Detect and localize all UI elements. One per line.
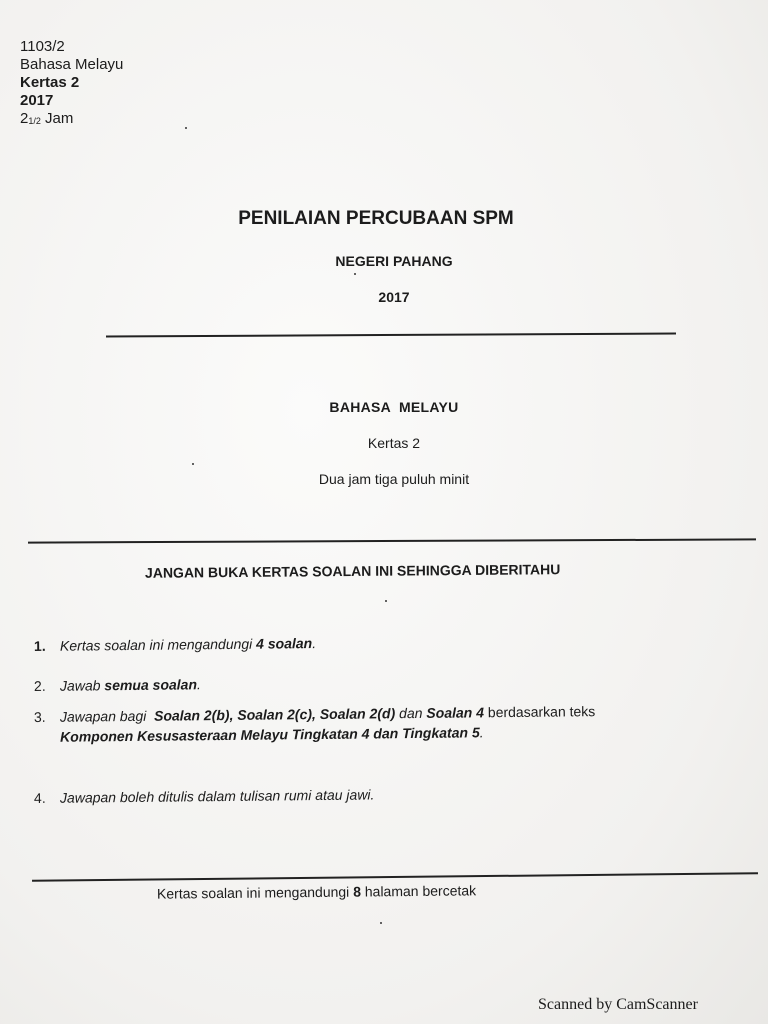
instruction-4: 4. Jawapan boleh ditulis dalam tulisan rumi atau jawi. (33, 786, 375, 806)
exam-year: 2017 (378, 289, 410, 305)
header-duration: $2_{1/2}$ Jam (20, 110, 74, 127)
paper-header (20, 38, 123, 129)
instruction-3: 3. Jawapan bagi Soalan 2(b), Soalan 2(c), Soalan 2(d) dan Soalan 4 berdasarkan teks Komponen Kesusasteraan Melayu Tingkatan 4 dan Tingkatan 5. (33, 703, 596, 745)
speck (385, 600, 387, 602)
instruction-1: 1. Kertas soalan ini mengandungi 4 soalan. (33, 635, 317, 654)
exam-paper: Kertas 2 (367, 435, 421, 451)
page-count-note: Kertas soalan ini mengandungi 8 halaman bercetak (156, 882, 477, 902)
warning-notice: JANGAN BUKA KERTAS SOALAN INI SEHINGGA DIBERITAHU (144, 561, 561, 581)
exam-title: PENILAIAN PERCUBAAN SPM (238, 208, 514, 229)
speck (185, 127, 187, 129)
header-year: 2017 (20, 92, 54, 109)
speck (380, 922, 382, 924)
exam-state: NEGERI PAHANG (335, 253, 453, 269)
paper-code: 1103/2 (20, 38, 65, 55)
divider-middle (28, 538, 756, 543)
header-subject: Bahasa Melayu (20, 56, 124, 73)
exam-subject: BAHASA MELAYU (329, 399, 459, 415)
exam-duration: Dua jam tiga puluh minit (318, 471, 470, 487)
scanner-watermark: Scanned by CamScanner (538, 996, 698, 1013)
speck (354, 273, 356, 275)
divider-top (106, 333, 676, 338)
header-paper: Kertas 2 (20, 74, 80, 91)
instruction-2: 2. Jawab semua soalan. (33, 676, 201, 694)
speck (192, 463, 194, 465)
divider-bottom (32, 872, 758, 881)
